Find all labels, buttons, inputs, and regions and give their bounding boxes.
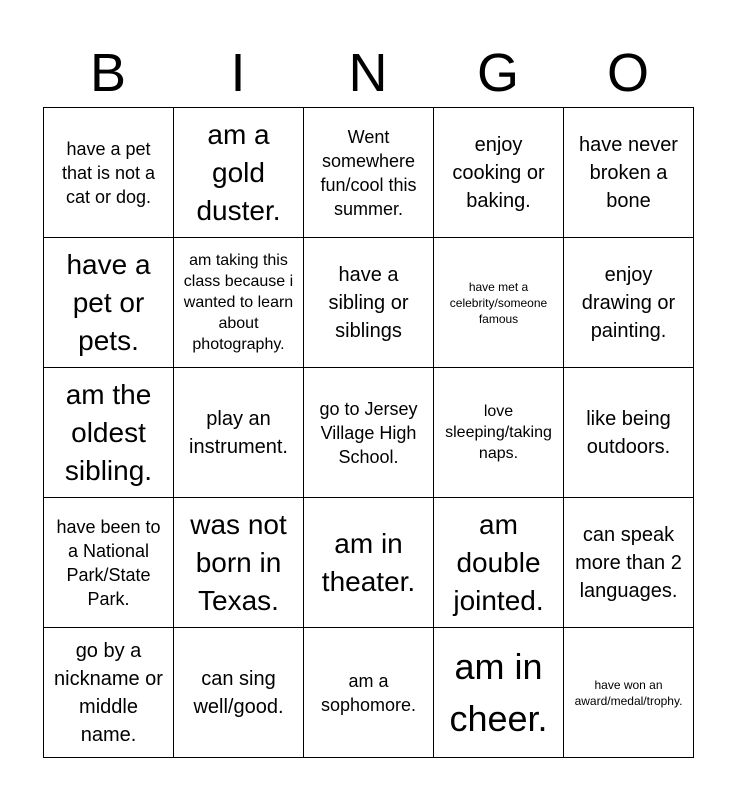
cell-text: am a gold duster. (196, 118, 281, 226)
cell-text: have a pet or pets. (66, 248, 151, 356)
cell-text: can sing well/good. (193, 667, 284, 718)
bingo-cell[interactable] (174, 498, 304, 628)
bingo-cell[interactable] (304, 108, 434, 238)
header-letter-i: I (230, 43, 246, 103)
cell-text: have been to a National Park/State Park. (56, 516, 161, 609)
header-letter-b: B (89, 43, 127, 103)
bingo-cell[interactable] (564, 498, 694, 628)
cell-text: go to Jersey Village High School. (319, 398, 418, 467)
bingo-cell[interactable] (434, 108, 564, 238)
bingo-cell[interactable] (304, 628, 434, 758)
bingo-cell[interactable] (434, 498, 564, 628)
header-letter-o: O (606, 43, 649, 103)
bingo-cell[interactable] (174, 368, 304, 498)
cell-text: enjoy cooking or baking. (452, 133, 545, 212)
cell-text: have won an award/medal/trophy. (574, 677, 683, 708)
cell-text: was not born in Texas. (190, 508, 287, 616)
cell-text: have a sibling or siblings (328, 263, 409, 342)
bingo-cell[interactable] (174, 238, 304, 368)
bingo-cell[interactable] (44, 368, 174, 498)
bingo-card-grid (43, 107, 694, 758)
cell-text: am in theater. (321, 527, 416, 597)
cell-text: am the oldest sibling. (64, 378, 153, 486)
cell-text: love sleeping/taking naps. (445, 403, 552, 462)
header-letter-n: N (348, 43, 388, 103)
cell-text: can speak more than 2 languages. (575, 523, 682, 602)
bingo-cell[interactable] (564, 628, 694, 758)
bingo-cell[interactable] (304, 238, 434, 368)
cell-text: am double jointed. (453, 508, 544, 616)
cell-text: play an instrument. (189, 407, 288, 458)
bingo-cell[interactable] (44, 498, 174, 628)
header-letter-g: G (476, 43, 519, 103)
bingo-cell[interactable] (44, 628, 174, 758)
cell-text: have never broken a bone (579, 133, 678, 212)
cell-text: enjoy drawing or painting. (581, 263, 676, 342)
cell-text: like being outdoors. (586, 407, 671, 458)
bingo-cell[interactable] (304, 368, 434, 498)
bingo-cell[interactable] (564, 108, 694, 238)
bingo-cell[interactable] (174, 108, 304, 238)
bingo-cell[interactable] (564, 238, 694, 368)
bingo-cell[interactable] (564, 368, 694, 498)
bingo-cell[interactable] (174, 628, 304, 758)
cell-text: Went somewhere fun/cool this summer. (320, 126, 417, 219)
bingo-cell[interactable] (434, 238, 564, 368)
bingo-cell[interactable] (434, 368, 564, 498)
cell-text: am a sophomore. (320, 670, 417, 715)
bingo-cell[interactable] (434, 628, 564, 758)
bingo-cell[interactable] (304, 498, 434, 628)
cell-text: am in cheer. (449, 645, 548, 739)
cell-text: go by a nickname or middle name. (54, 639, 163, 746)
bingo-header (43, 40, 693, 106)
bingo-cell[interactable] (44, 238, 174, 368)
bingo-cell[interactable] (44, 108, 174, 238)
cell-text: have a pet that is not a cat or dog. (61, 138, 156, 207)
cell-text: have met a celebrity/someone famous (449, 279, 548, 326)
cell-text: am taking this class because i wanted to learn about photography. (183, 252, 294, 353)
